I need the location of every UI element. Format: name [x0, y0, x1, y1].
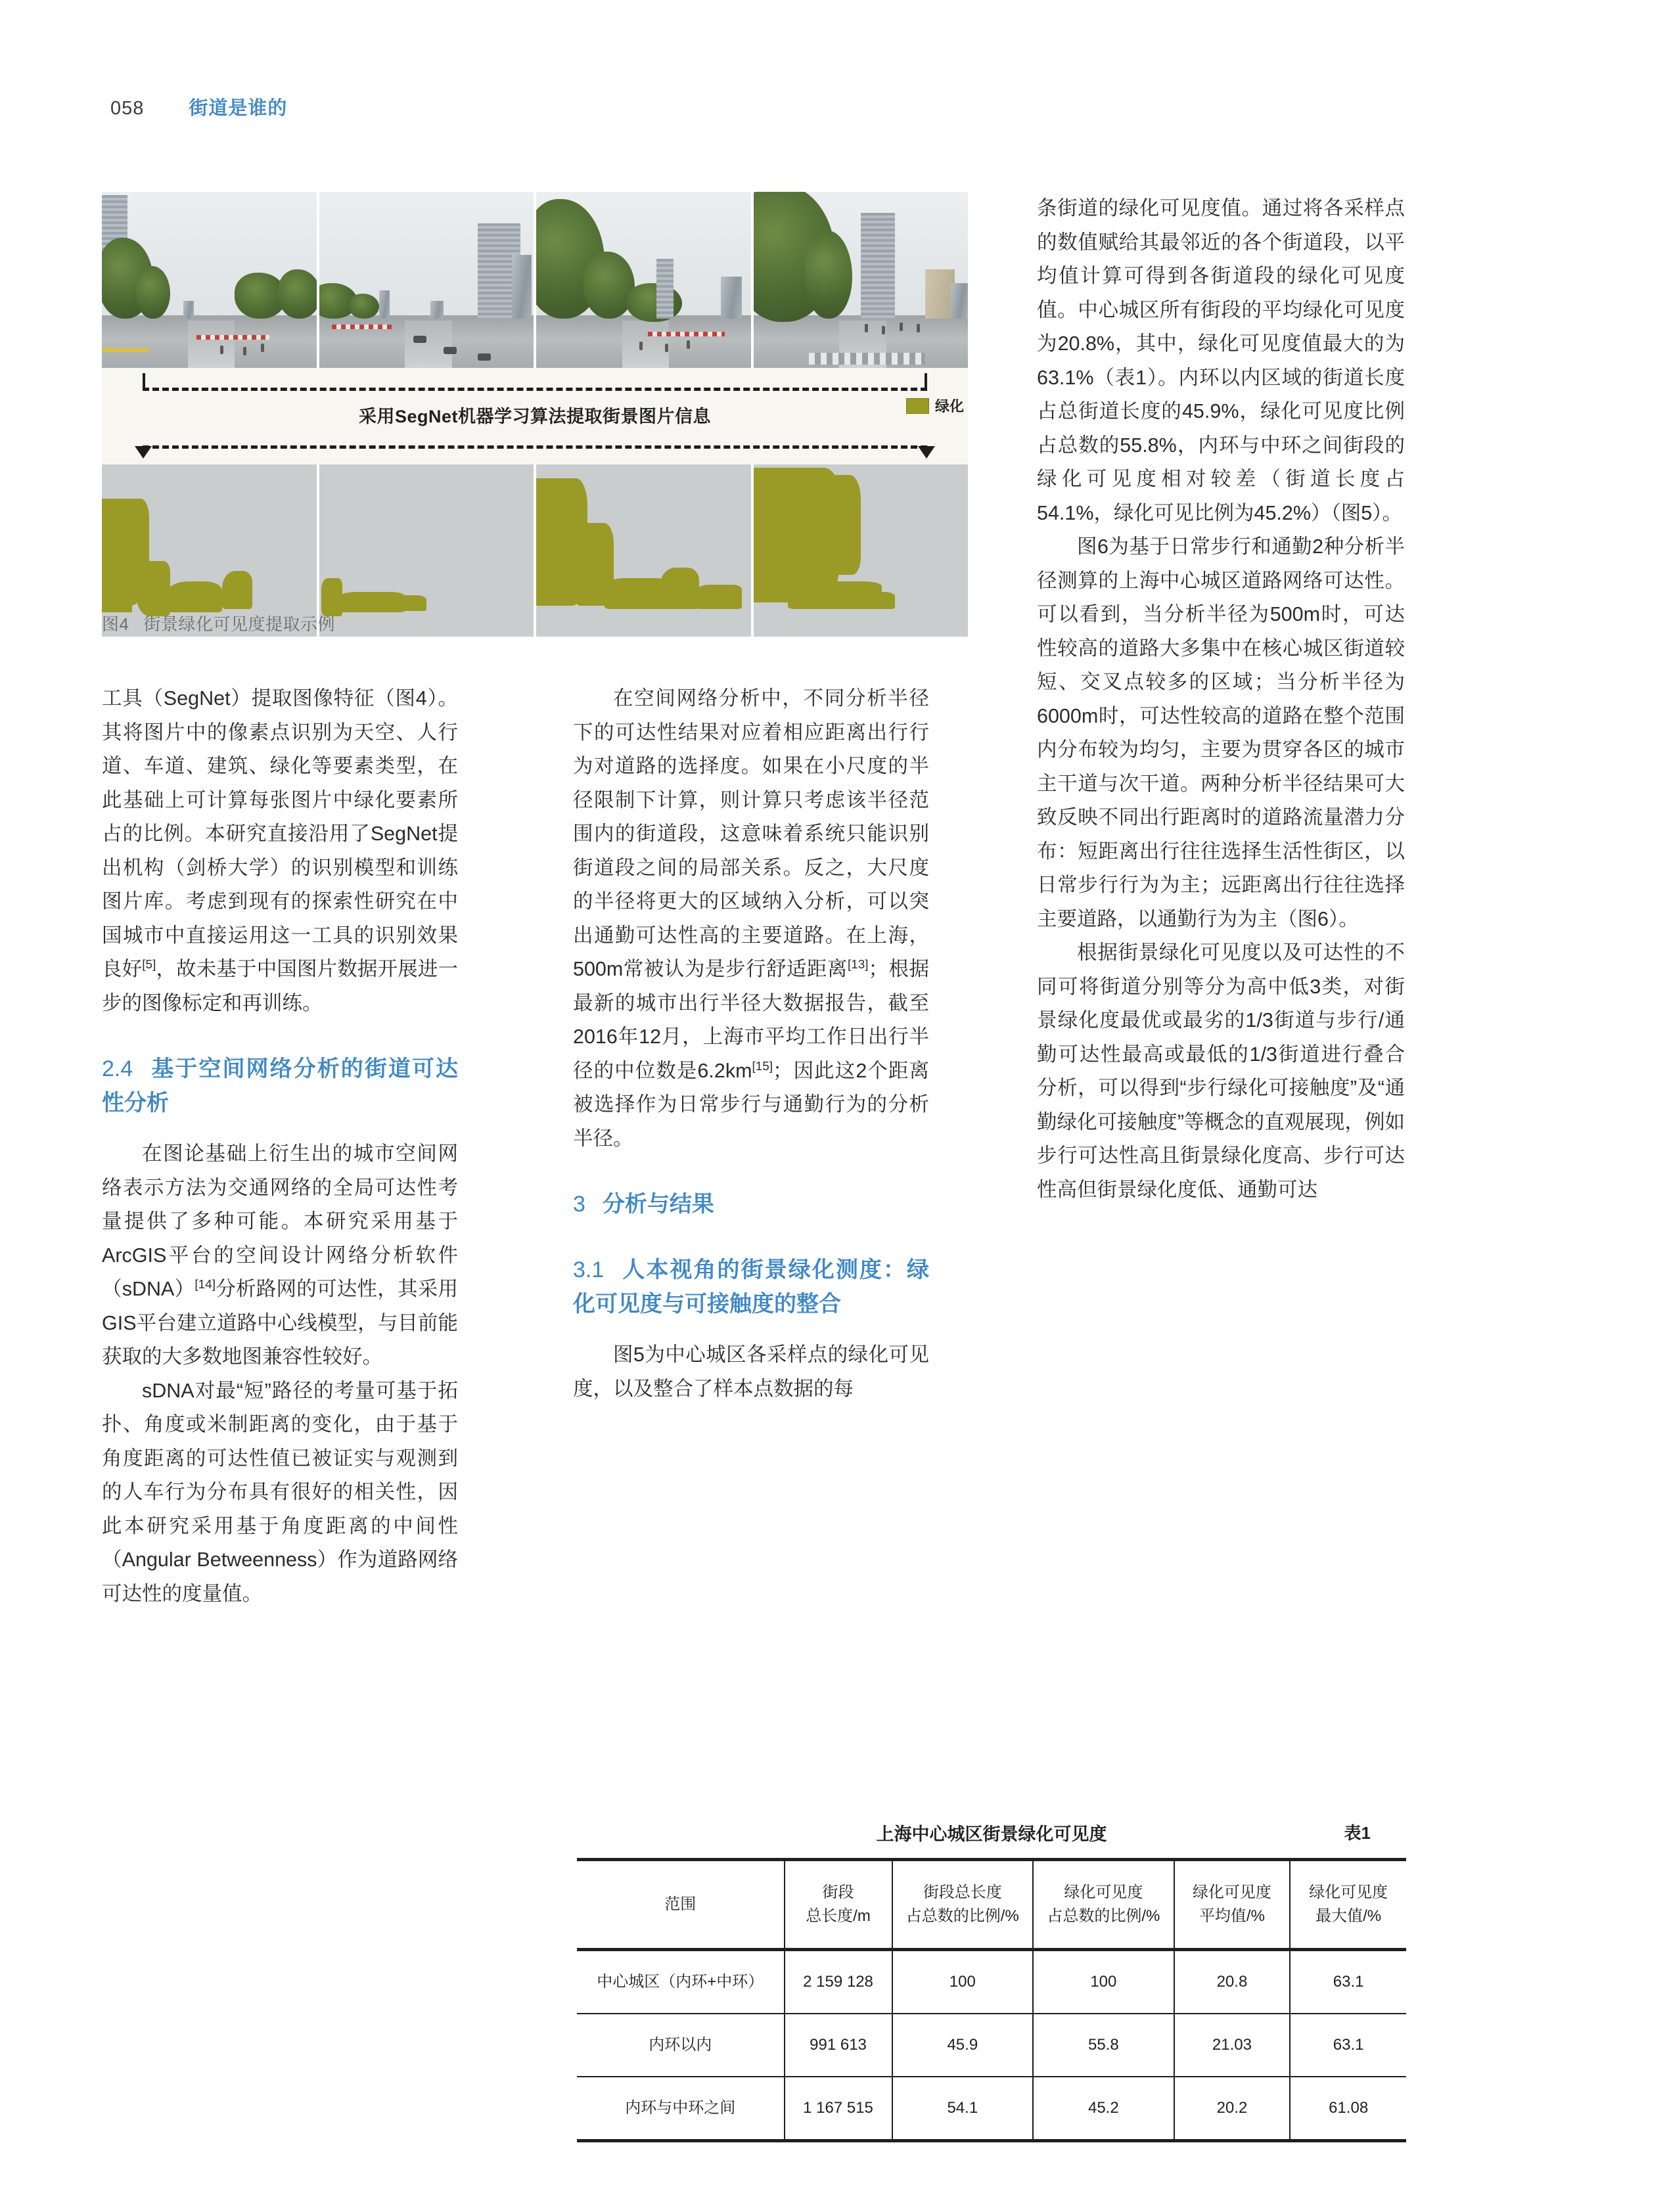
header-line-2: 平均值/%	[1199, 1907, 1265, 1925]
streetview-photo-row	[102, 192, 968, 368]
header-line-2: 总长度/m	[806, 1907, 871, 1925]
table-header-cell-5	[1290, 1860, 1406, 1950]
table-cell-total-length: 1 167 515	[785, 2077, 892, 2141]
table-cell-visibility-max: 61.08	[1290, 2077, 1406, 2141]
heading-number: 2.4	[102, 1056, 133, 1081]
column-left	[102, 682, 458, 1611]
table-cell-length-share: 45.9	[892, 2014, 1034, 2077]
streetview-photo-1	[102, 192, 317, 368]
table-1-block	[577, 1820, 1406, 2142]
segmentation-image-4	[754, 464, 969, 637]
table-cell-total-length: 2 159 128	[785, 1950, 892, 2014]
header-line-2: 占总数的比例/%	[1047, 1907, 1160, 1925]
arrow-down-left-icon	[135, 446, 152, 459]
table-caption	[577, 1820, 1406, 1858]
header-line-1: 绿化可见度	[1309, 1884, 1388, 1901]
table-cell-visibility-mean: 20.2	[1174, 2077, 1291, 2141]
header-line-1: 街段总长度	[923, 1884, 1002, 1901]
table-cell-visibility-max: 63.1	[1290, 1950, 1406, 2014]
paragraph-text-cont: 分析路网的可达性，其采用GIS平台建立道路中心线模型，与目前能获取的大多数地图兼容性较好。	[102, 1278, 458, 1368]
figure-caption	[102, 611, 335, 635]
table-header-cell-3	[1033, 1860, 1174, 1950]
paragraph-text: 在图论基础上衍生出的城市空间网络表示方法为交通网络的全局可达性考量提供了多种可能。本研究采用基于ArcGIS平台的空间设计网络分析软件（sDNA）	[102, 1142, 458, 1300]
table-cell-visibility-share: 55.8	[1033, 2014, 1174, 2077]
segmentation-image-2	[319, 464, 534, 637]
heading-3	[573, 1187, 929, 1221]
band-label: 采用SegNet机器学习算法提取街景图片信息	[358, 407, 712, 426]
table-header-cell-0	[577, 1860, 785, 1950]
table-cell-range: 内环以内	[577, 2014, 785, 2077]
header-line-2: 最大值/%	[1315, 1907, 1382, 1925]
citation-marker: [15]	[752, 1059, 773, 1073]
table-row	[577, 2077, 1406, 2141]
heading-text: 分析与结果	[602, 1192, 714, 1217]
table-number: 表1	[1344, 1823, 1371, 1843]
streetview-photo-3	[536, 192, 751, 368]
header-line-1: 街段	[822, 1884, 854, 1901]
table-cell-visibility-share: 100	[1033, 1950, 1174, 2014]
paragraph: 根据街景绿化可见度以及可达性的不同可将街道分别等分为高中低3类，对街景绿化度最优或最劣的1/3街道与步行/通勤可达性最高或最低的1/3街道进行叠合分析，可以得到“步行绿化可接触度”及“通勤绿化可接触度”等概念的直观展现，例如步行可达性高且街景绿化度高、步行可达性高但街景绿化度低、通勤可达	[1037, 941, 1405, 1201]
table-header-cell-1	[785, 1860, 892, 1950]
paragraph-text-cont: ；根据最新的城市出行半径大数据报告，截至2016年12月，上海市平均工作日出行半径的中位数是6.2km	[573, 958, 930, 1082]
table-row	[577, 2014, 1406, 2077]
table-head	[577, 1860, 1406, 1950]
column-middle	[573, 682, 929, 1406]
heading-number: 3	[573, 1192, 585, 1217]
paragraph	[102, 1137, 458, 1374]
citation-marker: [5]	[142, 957, 156, 972]
table-cell-range: 内环与中环之间	[577, 2077, 785, 2141]
greenery-visibility-table	[577, 1858, 1406, 2142]
page-number: 058	[110, 98, 145, 119]
table-cell-visibility-share: 45.2	[1033, 2077, 1174, 2141]
paragraph-text-cont2: ；因此这2个距离被选择作为日常步行与通勤行为的分析半径。	[573, 1059, 929, 1150]
citation-marker: [14]	[194, 1277, 216, 1292]
dashed-line-bottom	[143, 445, 927, 449]
figure-4	[102, 192, 968, 637]
band-tick-left	[143, 373, 145, 388]
heading-text: 基于空间网络分析的街道可达性分析	[102, 1056, 458, 1116]
column-right	[1037, 192, 1405, 1207]
figure-process-band	[102, 368, 968, 464]
paragraph-text-cont: ，故未基于中国图片数据开展进一步的图像标定和再训练。	[102, 958, 459, 1014]
header-line-2: 占总数的比例/%	[905, 1907, 1019, 1925]
heading-2-4	[102, 1052, 458, 1120]
paragraph: 条街道的绿化可见度值。通过将各采样点的数值赋给其最邻近的各个街道段，以平均值计算可得到各街道段的绿化可见度值。中心城区所有街段的平均绿化可见度为20.8%，其中，绿化可见度值最大的为63.1%（表1）。内环以内区域的街道长度占总街道长度的45.9%，绿化可见度比例占总数的55.8%，内环与中环之间街段的绿化可见度相对较差（街道长度占54.1%，绿化可见比例为45.2%）（图5）。	[1037, 197, 1405, 524]
paragraph: sDNA对最“短”路径的考量可基于拓扑、角度或米制距离的变化，由于基于角度距离的可达性值已被证实与观测到的人车行为分布具有很好的相关性，因此本研究采用基于角度距离的中间性（Angular Betweenness）作为道路网络可达性的度量值。	[102, 1379, 458, 1605]
paragraph: 图5为中心城区各采样点的绿化可见度，以及整合了样本点数据的每	[573, 1343, 929, 1400]
table-cell-visibility-mean: 21.03	[1174, 2014, 1291, 2077]
page-header	[110, 93, 287, 120]
paragraph-text: 工具（SegNet）提取图像特征（图4）。其将图片中的像素点识别为天空、人行道、车道、建筑、绿化等要素类型，在此基础上可计算每张图片中绿化要素所占的比例。本研究直接沿用了SegNet提出机构（剑桥大学）的识别模型和训练图片库。考虑到现有的探索性研究在中国城市中直接运用这一工具的识别效果良好	[102, 687, 458, 980]
legend-swatch-vegetation	[906, 398, 929, 414]
table-cell-length-share: 100	[892, 1950, 1034, 2014]
table-cell-visibility-max: 63.1	[1290, 2014, 1406, 2077]
table-cell-visibility-mean: 20.8	[1174, 1950, 1291, 2014]
table-cell-total-length: 991 613	[785, 2014, 892, 2077]
table-header-cell-4	[1174, 1860, 1291, 1950]
header-line-1: 绿化可见度	[1064, 1884, 1143, 1901]
heading-text: 人本视角的街景绿化测度：绿化可见度与可接触度的整合	[573, 1257, 929, 1317]
header-line-1: 范围	[664, 1895, 697, 1913]
figure-caption-text: 街景绿化可见度提取示例	[143, 614, 335, 634]
arrow-down-right-icon	[918, 446, 935, 459]
table-cell-length-share: 54.1	[892, 2077, 1034, 2141]
table-row	[577, 1950, 1406, 2014]
running-title: 街道是谁的	[189, 98, 288, 119]
table-cell-range: 中心城区（内环+中环）	[577, 1950, 785, 2014]
paragraph	[102, 682, 458, 1020]
paragraph: 图6为基于日常步行和通勤2种分析半径测算的上海中心城区道路网络可达性。可以看到，当分析半径为500m时，可达性较高的道路大多集中在核心城区街道较短、交叉点较多的区域；当分析半径为6000m时，可达性较高的道路在整个范围内分布较为均匀，主要为贯穿各区的城市主干道与次干道。两种分析半径结果可大致反映不同出行距离时的道路流量潜力分布：短距离出行往往选择生活性街区，以日常步行行为为主；远距离出行往往选择主要道路，以通勤行为为主（图6）。	[1037, 535, 1405, 930]
table-header-row	[577, 1860, 1406, 1950]
streetview-photo-2	[319, 192, 534, 368]
band-tick-right	[925, 373, 927, 388]
table-title: 上海中心城区街景绿化可见度	[876, 1824, 1107, 1844]
citation-marker: [13]	[847, 957, 869, 972]
dashed-line-top	[143, 388, 927, 391]
legend-label-vegetation: 绿化	[934, 398, 964, 415]
header-line-1: 绿化可见度	[1192, 1884, 1271, 1901]
heading-number: 3.1	[573, 1257, 605, 1282]
table-header-cell-2	[892, 1860, 1034, 1950]
table-body	[577, 1950, 1406, 2141]
figure-caption-number: 图4	[102, 614, 129, 634]
heading-3-1	[573, 1253, 929, 1321]
figure-legend	[906, 395, 964, 416]
paragraph	[573, 682, 929, 1156]
streetview-photo-4	[754, 192, 969, 368]
segmentation-image-3	[536, 464, 751, 637]
paragraph-text: 在空间网络分析中，不同分析半径下的可达性结果对应着相应距离出行行为对道路的选择度。如果在小尺度的半径限制下计算，则计算只考虑该半径范围内的街道段，这意味着系统只能识别街道段之间的局部关系。反之，大尺度的半径将更大的区域纳入分析，可以突出通勤可达性高的主要道路。在上海，500m常被认为是步行舒适距离	[573, 687, 929, 980]
